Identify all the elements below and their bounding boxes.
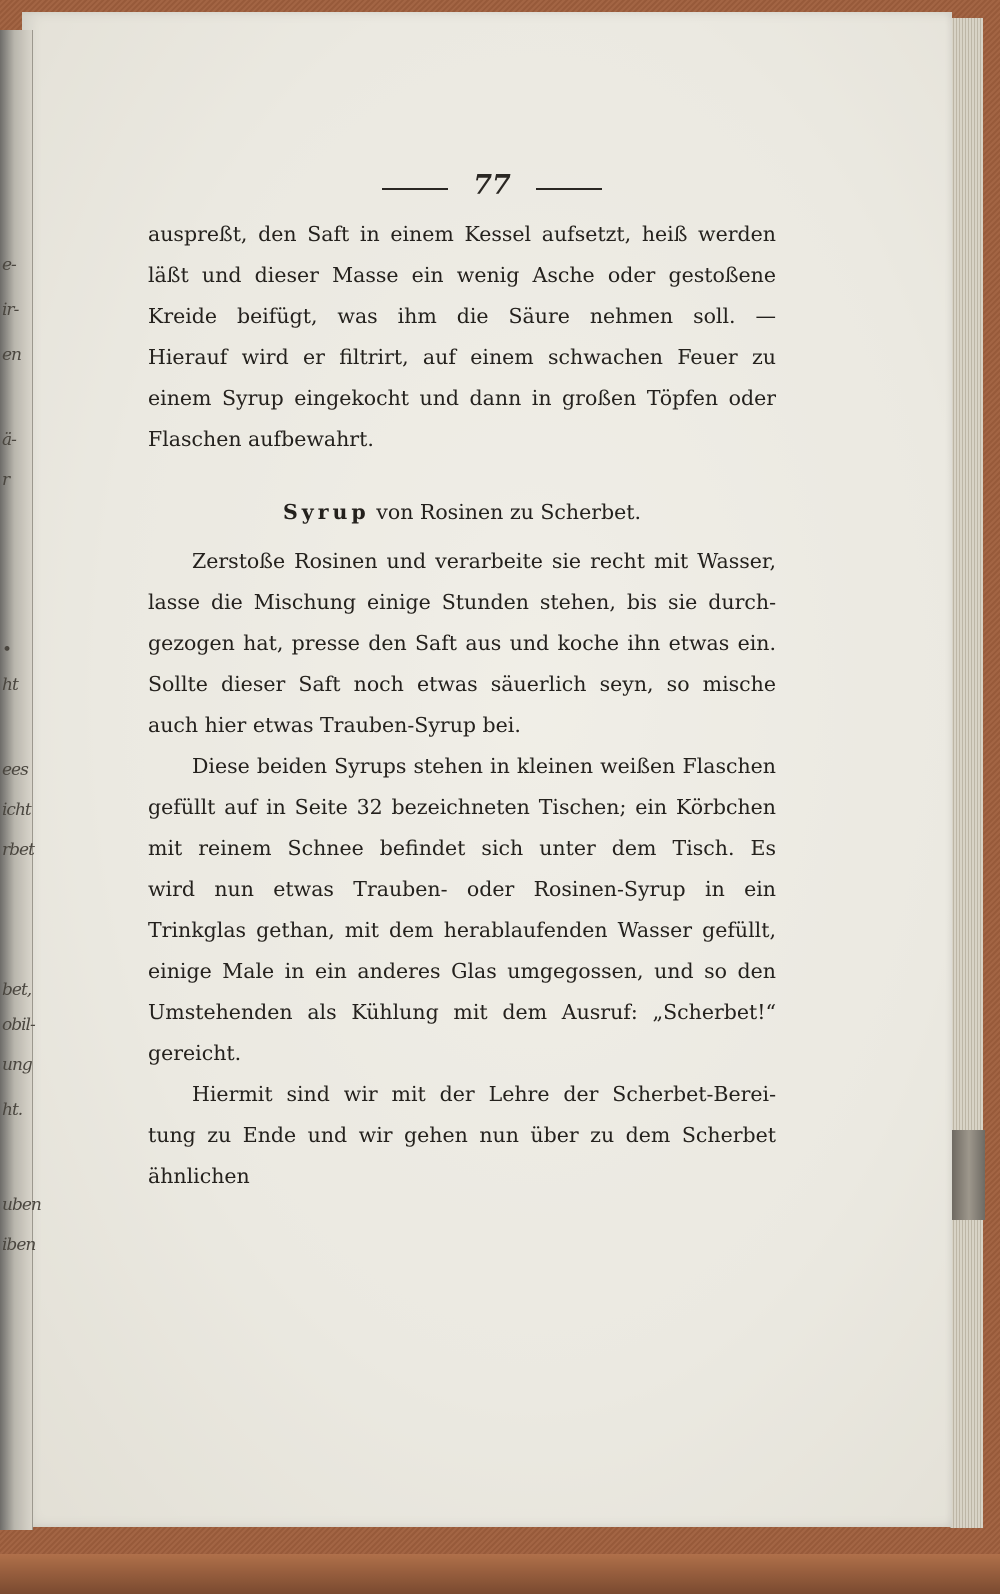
facing-page-fragment: ees <box>2 760 28 780</box>
text-line: Hiermit sind wir mit der Lehre der Scherbet-Berei- <box>192 1082 776 1106</box>
paragraph <box>148 1074 776 1197</box>
text-line: einem Syrup eingekocht und dann in großen Töpfen oder <box>148 386 776 410</box>
text-line: wird nun etwas Trauben- oder Rosinen-Syrup in ein <box>148 877 776 901</box>
page-text <box>148 214 776 1197</box>
facing-page-fragment: ir- <box>2 300 19 320</box>
facing-page-fragment: ä- <box>2 430 16 450</box>
text-line: auch hier etwas Trauben-Syrup bei. <box>148 713 521 737</box>
text-line: Hierauf wird er filtrirt, auf einem schwachen Feuer zu <box>148 345 776 369</box>
facing-page-fragment: ht <box>2 675 18 695</box>
text-line: läßt und dieser Masse ein wenig Asche oder gestoßene <box>148 263 776 287</box>
heading-rest: von Rosinen zu Scherbet. <box>369 500 642 524</box>
header-rule-right <box>536 188 602 190</box>
facing-page-fragment: iben <box>2 1235 36 1255</box>
facing-page-fragment: bet, <box>2 980 32 1000</box>
text-line: Flaschen aufbewahrt. <box>148 427 374 451</box>
paragraph <box>148 214 776 460</box>
text-line: tung zu Ende und wir gehen nun über zu dem Scherbet <box>148 1123 776 1147</box>
text-line: Umstehenden als Kühlung mit dem Ausruf: „Scherbet!“ <box>148 1000 776 1024</box>
text-line: lasse die Mischung einige Stunden stehen, bis sie durch- <box>148 590 776 614</box>
facing-page-fragment: r <box>2 470 10 490</box>
text-line: ähnlichen <box>148 1164 250 1188</box>
text-line: Kreide beifügt, was ihm die Säure nehmen soll. — <box>148 304 776 328</box>
paragraph <box>148 746 776 1074</box>
book-cover-bottom-edge <box>0 1554 1000 1594</box>
text-line: gefüllt auf in Seite 32 bezeichneten Tischen; ein Körbchen <box>148 795 776 819</box>
paragraph <box>148 541 776 746</box>
facing-page-fragment: uben <box>2 1195 41 1215</box>
text-line: mit reinem Schnee befindet sich unter dem Tisch. Es <box>148 836 776 860</box>
header-rule-left <box>382 188 448 190</box>
facing-page-fragment: en <box>2 345 22 365</box>
facing-page-fragment: icht <box>2 800 31 820</box>
page-number: 77 <box>473 170 511 201</box>
facing-page-fragment: • <box>2 640 12 660</box>
text-line: Diese beiden Syrups stehen in kleinen weißen Flaschen <box>192 754 776 778</box>
facing-page-fragment: rbet <box>2 840 34 860</box>
text-line: gereicht. <box>148 1041 242 1065</box>
text-line: einige Male in ein anderes Glas umgegossen, und so den <box>148 959 776 983</box>
text-line: auspreßt, den Saft in einem Kessel aufsetzt, heiß werden <box>148 222 776 246</box>
facing-page-edge <box>0 30 41 1530</box>
heading-keyword: Syrup <box>282 500 370 524</box>
page-stack-edge <box>950 18 983 1528</box>
text-line: Zerstoße Rosinen und verarbeite sie recht mit Wasser, <box>192 549 776 573</box>
text-line: Sollte dieser Saft noch etwas säuerlich seyn, so mische <box>148 672 776 696</box>
facing-page-fragment: ung <box>2 1055 32 1075</box>
facing-page-fragment: ht. <box>2 1100 23 1120</box>
text-line: gezogen hat, presse den Saft aus und koche ihn etwas ein. <box>148 631 776 655</box>
page-header <box>382 170 602 206</box>
text-line: Trinkglas gethan, mit dem herablaufenden Wasser gefüllt, <box>148 918 776 942</box>
section-heading <box>148 492 776 533</box>
facing-page-fragment: e- <box>2 255 16 275</box>
facing-page-fragment: obil- <box>2 1015 35 1035</box>
